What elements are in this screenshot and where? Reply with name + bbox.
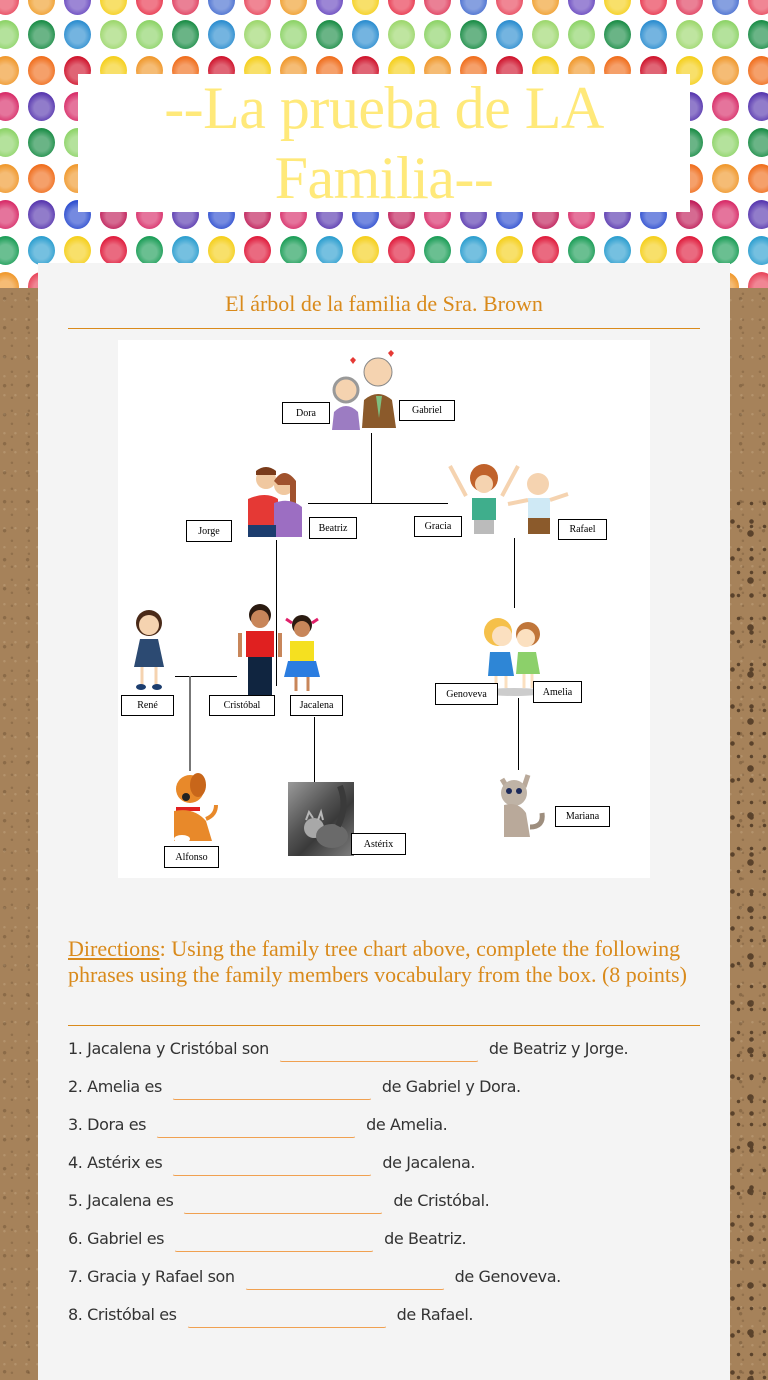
watercolor-dot: [0, 200, 19, 229]
watercolor-dot: [172, 0, 199, 15]
watercolor-dot: [712, 128, 739, 157]
question-6: [68, 1226, 708, 1264]
watercolor-dot: [496, 20, 523, 49]
divider: [68, 1025, 700, 1026]
question-7: [68, 1264, 708, 1302]
watercolor-dot: [748, 200, 768, 229]
watercolor-dot: [712, 20, 739, 49]
answer-input-3[interactable]: [156, 1112, 356, 1138]
watercolor-dot: [136, 0, 163, 15]
question-suffix: de Gabriel y Dora.: [381, 1077, 521, 1096]
watercolor-dot: [0, 272, 19, 288]
question-prompt: 7. Gracia y Rafael son: [68, 1267, 235, 1286]
question-list: [68, 1036, 708, 1340]
name-box-mariana: Mariana: [555, 806, 610, 827]
watercolor-dot: [712, 0, 739, 15]
tree-line: [308, 503, 448, 504]
watercolor-dot: [208, 20, 235, 49]
rene-illustration: [130, 607, 168, 691]
watercolor-dot: [568, 20, 595, 49]
tree-line: [514, 538, 515, 608]
question-1: [68, 1036, 708, 1074]
worksheet-card: [38, 263, 730, 1380]
watercolor-dot: [316, 236, 343, 265]
watercolor-dot: [676, 236, 703, 265]
watercolor-dot: [28, 92, 55, 121]
divider: [68, 328, 700, 329]
watercolor-dot: [388, 0, 415, 15]
question-suffix: de Beatriz y Jorge.: [488, 1039, 629, 1058]
watercolor-dot: [352, 236, 379, 265]
watercolor-dot: [64, 0, 91, 15]
name-box-rene: René: [121, 695, 174, 716]
watercolor-dot: [0, 236, 19, 265]
name-box-gabriel: Gabriel: [399, 400, 455, 421]
watercolor-dot: [280, 20, 307, 49]
jorge-beatriz-illustration: [244, 463, 306, 539]
header-banner: [0, 0, 768, 288]
watercolor-dot: [388, 236, 415, 265]
watercolor-dot: [244, 0, 271, 15]
watercolor-dot: [100, 20, 127, 49]
watercolor-dot: [316, 0, 343, 15]
question-suffix: de Cristóbal.: [393, 1191, 490, 1210]
watercolor-dot: [244, 20, 271, 49]
question-prompt: 3. Dora es: [68, 1115, 147, 1134]
tree-line: [518, 698, 519, 770]
watercolor-dot: [388, 20, 415, 49]
question-2: [68, 1074, 708, 1112]
name-box-jacalena: Jacalena: [290, 695, 343, 716]
watercolor-dot: [748, 56, 768, 85]
watercolor-dot: [748, 0, 768, 15]
watercolor-dot: [172, 236, 199, 265]
watercolor-dot: [280, 0, 307, 15]
watercolor-dot: [748, 92, 768, 121]
directions-body: : Using the family tree chart above, complete the following phrases using the family members vocabulary from the box. (8 points): [68, 936, 687, 987]
name-box-alfonso: Alfonso: [164, 846, 219, 868]
watercolor-dot: [208, 236, 235, 265]
question-5: [68, 1188, 708, 1226]
watercolor-dot: [64, 20, 91, 49]
watercolor-dot: [0, 20, 19, 49]
title-box: [78, 74, 690, 212]
watercolor-dot: [496, 236, 523, 265]
watercolor-dot: [100, 236, 127, 265]
watercolor-dot: [136, 20, 163, 49]
watercolor-dot: [604, 236, 631, 265]
watercolor-dot: [604, 20, 631, 49]
watercolor-dot: [28, 20, 55, 49]
directions-text: [68, 936, 708, 988]
watercolor-dot: [640, 236, 667, 265]
question-3: [68, 1112, 708, 1150]
name-box-gracia: Gracia: [414, 516, 462, 537]
watercolor-dot: [136, 236, 163, 265]
watercolor-dot: [460, 236, 487, 265]
alfonso-dog-illustration: [168, 771, 220, 843]
question-prompt: 2. Amelia es: [68, 1077, 162, 1096]
question-prompt: 1. Jacalena y Cristóbal son: [68, 1039, 269, 1058]
name-box-genoveva: Genoveva: [435, 683, 498, 705]
watercolor-dot: [712, 200, 739, 229]
answer-input-1[interactable]: [279, 1036, 479, 1062]
watercolor-dot: [64, 236, 91, 265]
question-suffix: de Jacalena.: [382, 1153, 476, 1172]
answer-input-7[interactable]: [245, 1264, 445, 1290]
asterix-cat-photo: [288, 782, 354, 856]
tree-line: [189, 676, 191, 771]
name-box-asterix: Astérix: [351, 833, 406, 855]
watercolor-dot: [496, 0, 523, 15]
watercolor-dot: [0, 0, 19, 15]
cork-speckles: [730, 500, 768, 1380]
watercolor-dot: [532, 236, 559, 265]
watercolor-dot: [748, 272, 768, 288]
watercolor-dot: [424, 20, 451, 49]
name-box-dora: Dora: [282, 402, 330, 424]
question-prompt: 8. Cristóbal es: [68, 1305, 177, 1324]
watercolor-dot: [0, 56, 19, 85]
watercolor-dot: [640, 0, 667, 15]
watercolor-dot: [460, 0, 487, 15]
watercolor-dot: [712, 56, 739, 85]
watercolor-dot: [100, 0, 127, 15]
name-box-jorge: Jorge: [186, 520, 232, 542]
family-tree-heading: El árbol de la familia de Sra. Brown: [225, 291, 543, 316]
tree-line: [175, 676, 237, 677]
watercolor-dot: [568, 0, 595, 15]
question-suffix: de Rafael.: [396, 1305, 474, 1324]
watercolor-dot: [532, 20, 559, 49]
answer-input-6[interactable]: [174, 1226, 374, 1252]
gracia-rafael-illustration: [448, 458, 572, 538]
watercolor-dot: [712, 236, 739, 265]
watercolor-dot: [460, 20, 487, 49]
family-tree-chart: [118, 340, 650, 878]
directions-label: Directions: [68, 936, 160, 961]
watercolor-dot: [28, 236, 55, 265]
watercolor-dot: [28, 0, 55, 15]
question-4: [68, 1150, 708, 1188]
tree-line: [371, 433, 372, 503]
mariana-cat-illustration: [496, 771, 554, 839]
name-box-cristobal: Cristóbal: [209, 695, 275, 716]
watercolor-dot: [280, 236, 307, 265]
watercolor-dot: [748, 128, 768, 157]
answer-input-8[interactable]: [187, 1302, 387, 1328]
watercolor-dot: [676, 0, 703, 15]
answer-input-4[interactable]: [172, 1150, 372, 1176]
watercolor-dot: [712, 164, 739, 193]
watercolor-dot: [712, 92, 739, 121]
question-prompt: 6. Gabriel es: [68, 1229, 165, 1248]
watercolor-dot: [316, 20, 343, 49]
answer-input-2[interactable]: [172, 1074, 372, 1100]
watercolor-dot: [172, 20, 199, 49]
name-box-rafael: Rafael: [558, 519, 607, 540]
watercolor-dot: [28, 200, 55, 229]
question-suffix: de Beatriz.: [384, 1229, 467, 1248]
watercolor-dot: [640, 20, 667, 49]
watercolor-dot: [748, 236, 768, 265]
name-box-beatriz: Beatriz: [309, 517, 357, 539]
watercolor-dot: [0, 128, 19, 157]
watercolor-dot: [0, 164, 19, 193]
watercolor-dot: [424, 236, 451, 265]
answer-input-5[interactable]: [183, 1188, 383, 1214]
watercolor-dot: [0, 92, 19, 121]
watercolor-dot: [28, 164, 55, 193]
watercolor-dot: [244, 236, 271, 265]
question-suffix: de Genoveva.: [454, 1267, 561, 1286]
watercolor-dot: [532, 0, 559, 15]
watercolor-dot: [208, 0, 235, 15]
watercolor-dot: [424, 0, 451, 15]
watercolor-dot: [28, 56, 55, 85]
watercolor-dot: [604, 0, 631, 15]
page-title: --La prueba de LA Familia--: [164, 75, 604, 211]
watercolor-dot: [352, 20, 379, 49]
watercolor-dot: [352, 0, 379, 15]
question-prompt: 4. Astérix es: [68, 1153, 163, 1172]
cristobal-jacalena-illustration: [236, 603, 328, 697]
question-suffix: de Amelia.: [366, 1115, 448, 1134]
watercolor-dot: [748, 20, 768, 49]
tree-line: [314, 717, 315, 782]
watercolor-dot: [676, 20, 703, 49]
watercolor-dot: [748, 164, 768, 193]
grandparents-illustration: [326, 350, 406, 435]
watercolor-dot: [28, 128, 55, 157]
watercolor-dot: [568, 236, 595, 265]
name-box-amelia: Amelia: [533, 681, 582, 703]
question-8: [68, 1302, 708, 1340]
question-prompt: 5. Jacalena es: [68, 1191, 174, 1210]
